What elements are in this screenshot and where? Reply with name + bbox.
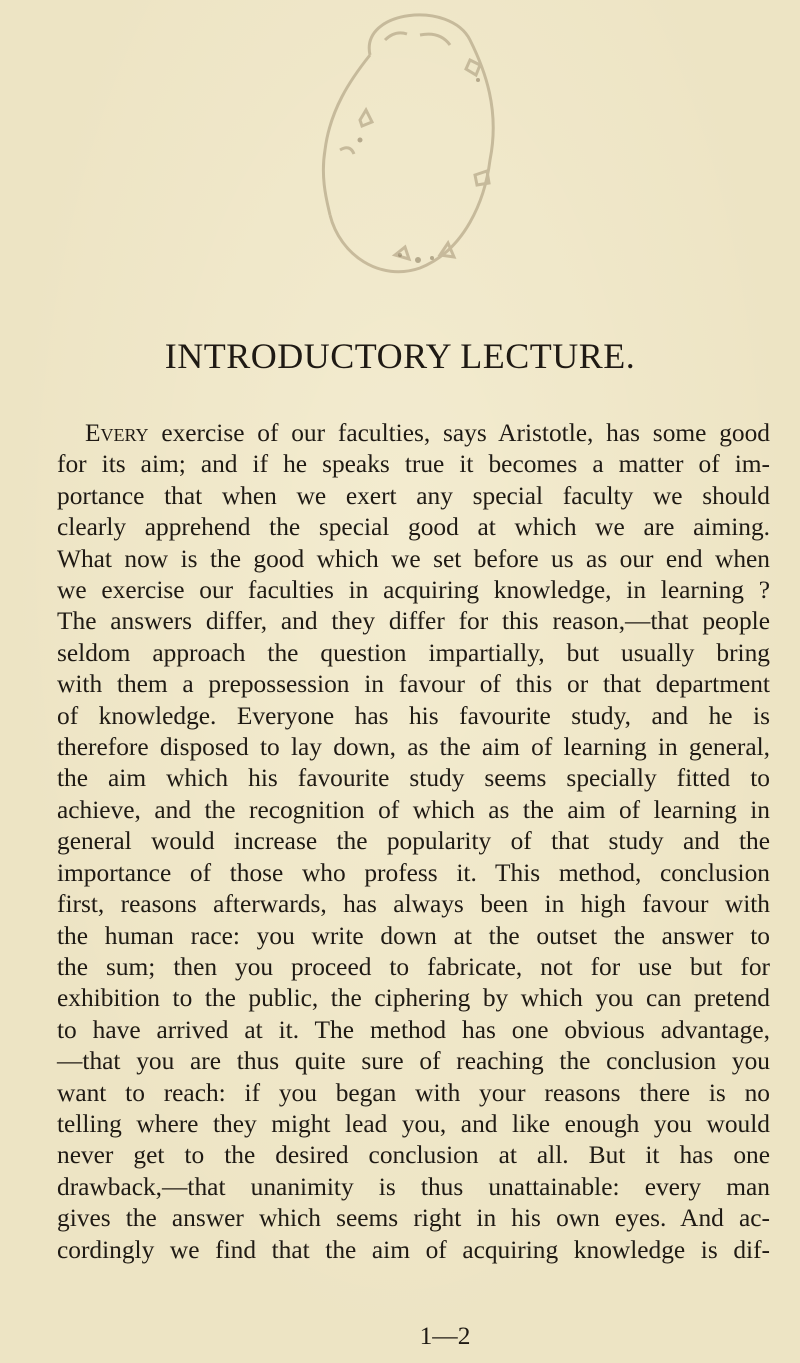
- page-title: INTRODUCTORY LECTURE.: [164, 336, 636, 376]
- lecture-body: [57, 418, 770, 1266]
- library-stamp-icon: [300, 0, 530, 285]
- text-line: the sum; then you proceed to fabricate, not for use but for: [57, 952, 770, 981]
- lead-word: Every: [85, 419, 149, 447]
- text-line: therefore disposed to lay down, as the aim of learning in general,: [57, 733, 770, 762]
- text-line: for its aim; and if he speaks true it becomes a matter of im-: [57, 450, 770, 479]
- text-line: telling where they might lead you, and like enough you would: [57, 1109, 770, 1138]
- text-line: importance of those who profess it. This method, conclusion: [57, 858, 770, 887]
- text-line: —that you are thus quite sure of reaching the conclusion you: [57, 1047, 770, 1076]
- text-line: the aim which his favourite study seems specially fitted to: [57, 764, 770, 793]
- text-line: we exercise our faculties in acquiring knowledge, in learning ?: [57, 576, 770, 605]
- text-line: of knowledge. Everyone has his favourite study, and he is: [57, 701, 770, 730]
- text-line: the human race: you write down at the outset the answer to: [57, 921, 770, 950]
- text-line: portance that when we exert any special faculty we should: [57, 481, 770, 510]
- text-line: cordingly we find that the aim of acquiring knowledge is dif-: [57, 1235, 770, 1264]
- text-line: general would increase the popularity of that study and the: [57, 827, 770, 856]
- text-line: want to reach: if you began with your reasons there is no: [57, 1078, 770, 1107]
- text-line: clearly apprehend the special good at which we are aiming.: [57, 513, 770, 542]
- text-line: What now is the good which we set before us as our end when: [57, 544, 770, 573]
- text-line: Every exercise of our faculties, says Aristotle, has some good: [85, 419, 770, 447]
- text-line: gives the answer which seems right in his own eyes. And ac-: [57, 1204, 770, 1233]
- text-line: with them a prepossession in favour of this or that department: [57, 670, 770, 699]
- text-line: seldom approach the question impartially, but usually bring: [57, 638, 770, 667]
- text-line: The answers differ, and they differ for this reason,—that people: [57, 607, 770, 636]
- text-line: never get to the desired conclusion at all. But it has one: [57, 1141, 770, 1170]
- text-line: exhibition to the public, the ciphering by which you can pretend: [57, 984, 770, 1013]
- text-line: to have arrived at it. The method has one obvious advantage,: [57, 1015, 770, 1044]
- text-line: achieve, and the recognition of which as the aim of learning in: [57, 795, 770, 824]
- text-line: drawback,—that unanimity is thus unattainable: every man: [57, 1172, 770, 1201]
- signature-mark: 1—2: [419, 1322, 471, 1350]
- text-line: first, reasons afterwards, has always been in high favour with: [57, 890, 770, 919]
